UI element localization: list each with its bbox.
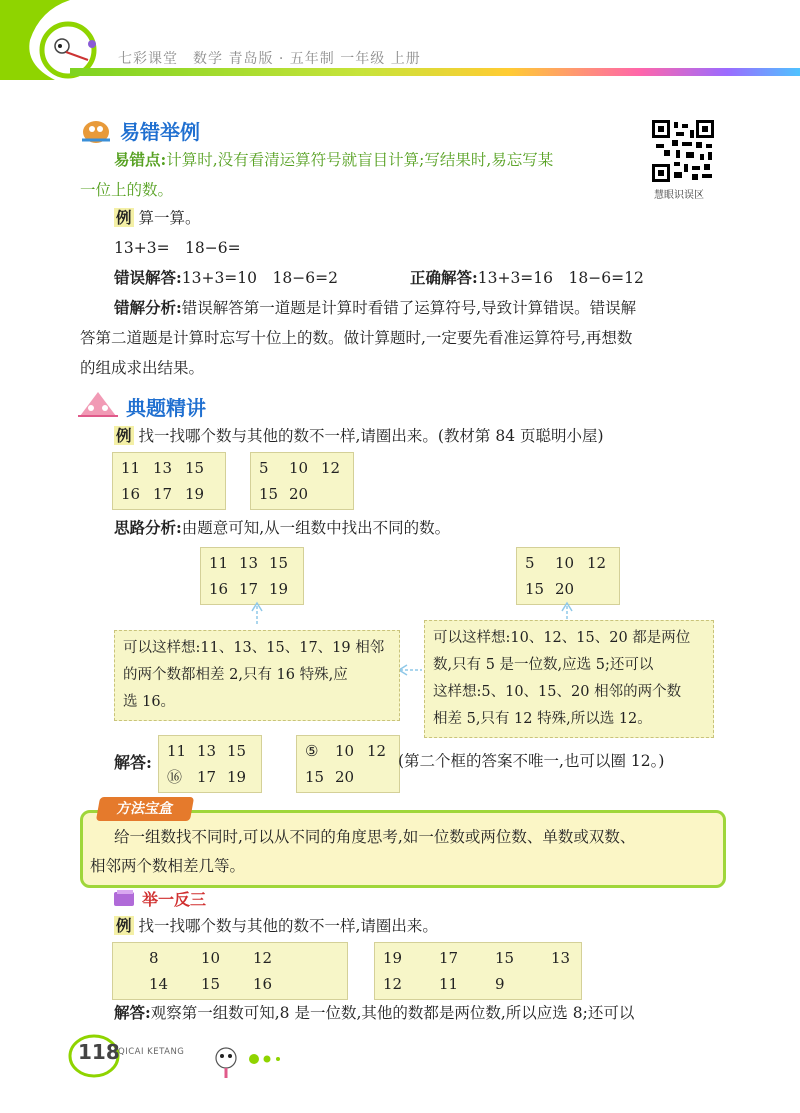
section-title-practice: 举一反三	[142, 890, 207, 909]
section-title-examples: 典题精讲	[126, 396, 206, 420]
example-label: 例	[116, 208, 132, 227]
example-label: 例	[116, 426, 132, 445]
example3	[114, 911, 438, 941]
number-box: 5 10 12 15 20	[516, 547, 620, 605]
example-text: 找一找哪个数与其他的数不一样,请圈出来。(教材第 84 页聪明小屋)	[138, 427, 604, 445]
page-number: 118	[78, 1040, 120, 1064]
wrong-answer-label: 错误解答:	[114, 268, 182, 287]
thinking-label: 思路分析:	[114, 518, 182, 537]
wrong-answer-text: 13+3=10 18−6=2	[181, 269, 338, 287]
book-icon	[112, 888, 138, 908]
answer-label: 解答:	[114, 753, 152, 772]
analysis-line2: 答第二道题是计算时忘写十位上的数。做计算题时,一定要先看准运算符号,再想数	[80, 329, 633, 347]
example-text: 算一算。	[138, 209, 201, 227]
analysis-line3: 的组成求出结果。	[80, 359, 205, 377]
number-box: 8 10 12 14 15 16	[112, 942, 348, 1000]
analysis-label: 错解分析:	[114, 298, 182, 317]
number-box: 5 10 12 15 20	[250, 452, 354, 510]
answer-note: (第二个框的答案不唯一,也可以圈 12。)	[398, 752, 665, 770]
footer-brand: QICAI KETANG	[118, 1047, 185, 1057]
number-box: 11 13 15 16 17 19	[200, 547, 304, 605]
section-title-errors: 易错举例	[120, 120, 200, 144]
example-label: 例	[116, 916, 132, 935]
correct-answer-label: 正确解答:	[410, 268, 478, 287]
hint-right: 可以这样想:10、12、15、20 都是两位 数,只有 5 是一位数,应选 5;还可以 这样想:5、10、15、20 相邻的两个数 相差 5,只有 12 特殊,所以选 12。	[424, 620, 714, 738]
method-line2: 相邻两个数相差几等。	[90, 857, 246, 875]
example1-problems: 13+3= 18−6=	[114, 239, 241, 257]
answer-text: 观察第一组数可知,8 是一位数,其他的数都是两位数,所以应选 8;还可以	[150, 1004, 635, 1022]
correct-answer-text: 13+3=16 18−6=12	[477, 269, 644, 287]
answer-label: 解答:	[114, 1003, 151, 1022]
thinking-text: 由题意可知,从一组数中找出不同的数。	[181, 519, 451, 537]
example-text: 找一找哪个数与其他的数不一样,请圈出来。	[138, 917, 438, 935]
analysis-text: 错误解答第一道题是计算时看错了运算符号,导致计算错误。错误解	[181, 299, 637, 317]
number-box: 11 13 15 16 17 19	[112, 452, 226, 510]
error-point-label: 易错点:	[114, 150, 167, 169]
answer-box: ⑤ 10 12 15 20	[296, 735, 400, 793]
qr-caption: 慧眼识误区	[654, 190, 704, 201]
error-point-line2: 一位上的数。	[80, 181, 174, 199]
hint-left: 可以这样想:11、13、15、17、19 相邻 的两个数都相差 2,只有 16 特殊,应 选 16。	[114, 630, 400, 721]
answer-box: 11 13 15 ⑯ 17 19	[158, 735, 262, 793]
error-point-text: 计算时,没有看清运算符号就盲目计算;写结果时,易忘写某	[166, 151, 554, 169]
header-title: 七彩课堂 数学 青岛版 · 五年制 一年级 上册	[118, 51, 421, 67]
answer3	[114, 998, 634, 1028]
method-line1: 给一组数找不同时,可以从不同的角度思考,如一位数或两位数、单数或双数、	[114, 828, 636, 846]
number-box: 19 17 15 13 12 11 9	[374, 942, 582, 1000]
method-tag: 方法宝盒	[96, 797, 194, 821]
